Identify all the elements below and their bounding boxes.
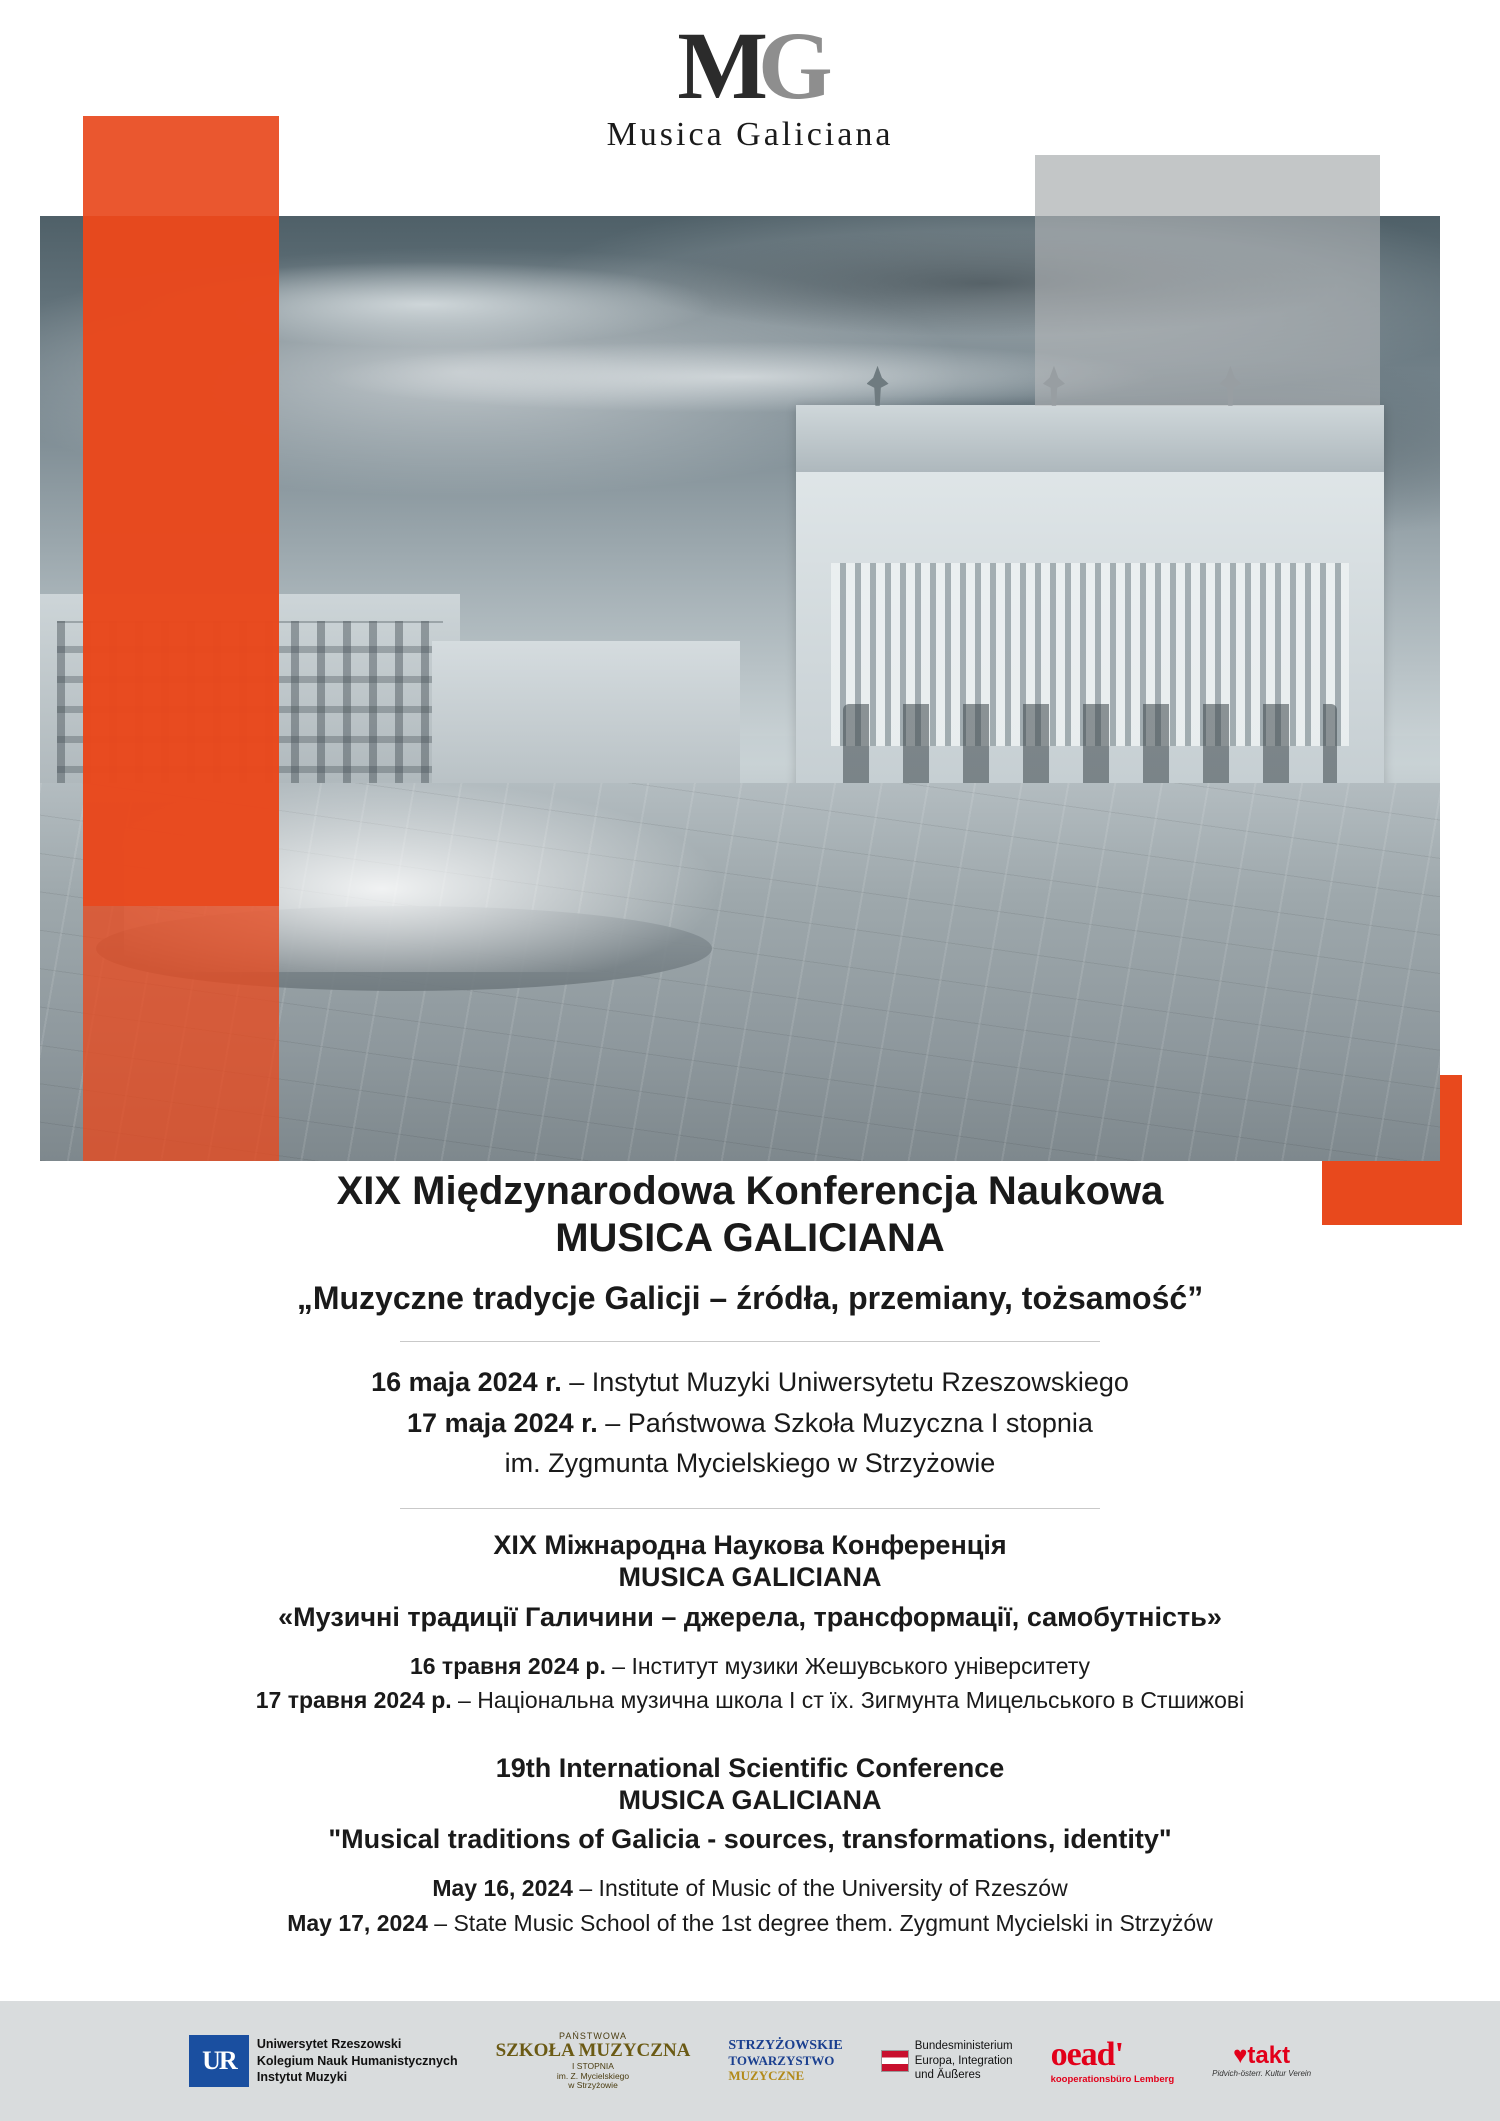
- poster-text-content: [0, 1168, 1500, 1940]
- oead-wordmark: oead: [1050, 2036, 1115, 2074]
- psm-left: I STOPNIA: [572, 2061, 614, 2072]
- psm-right: im. Z. Mycielskiego: [556, 2070, 630, 2081]
- english-date-1-venue: – Institute of Music of the University of Rzeszów: [572, 1875, 1068, 1902]
- logo-takt: [1212, 2043, 1311, 2078]
- logo-monogram-icon: [677, 12, 823, 119]
- sponsor-logo-bar: [0, 2001, 1500, 2121]
- oead-name: [1051, 2036, 1175, 2074]
- stm-line2: TOWARZYSTWO: [728, 2053, 835, 2069]
- ukrainian-date-2-venue: – Національна музична школа I ст їх. Зигмунта Мицельського в Стшижові: [451, 1687, 1245, 1714]
- logo-strzyzowskie-towarzystwo-muzyczne: [728, 2038, 842, 2084]
- logo-wordmark: Musica Galiciana: [606, 116, 894, 153]
- bmeia-line3: und Äußeres: [914, 2069, 981, 2082]
- logo-oead: [1051, 2036, 1175, 2085]
- ukrainian-date-2: [0, 1683, 1500, 1718]
- polish-date-2-venue: – Państwowa Szkoła Muzyczna I stopnia: [597, 1407, 1093, 1438]
- ukrainian-date-1-venue: – Інститут музики Жешувського університету: [605, 1652, 1091, 1679]
- takt-sub: Pidvich-österr. Kultur Verein: [1212, 2068, 1312, 2078]
- english-date-1-label: May 16, 2024: [432, 1875, 573, 1902]
- musica-galiciana-logo: [0, 12, 1500, 154]
- polish-date-2-venue-line2: im. Zygmunta Mycielskiego w Strzyżowie: [504, 1448, 996, 1479]
- ukrainian-title-line2: MUSICA GALICIANA: [618, 1562, 882, 1593]
- logo-mark-left: M: [677, 12, 758, 119]
- takt-name: [1212, 2043, 1311, 2069]
- polish-title: [0, 1168, 1500, 1262]
- english-title-line1: 19th International Scientific Conference: [495, 1752, 1005, 1783]
- ukrainian-title-line1: XIX Міжнародна Наукова Конференція: [493, 1529, 1007, 1560]
- logo-uniwersytet-rzeszowski: [189, 2035, 458, 2087]
- ur-line3: Instytut Muzyki: [256, 2070, 348, 2085]
- psm-top: PAŃSTWOWA: [559, 2030, 627, 2041]
- oead-sub2: Lemberg: [1134, 2074, 1175, 2086]
- english-date-2-label: May 17, 2024: [287, 1909, 428, 1936]
- takt-wordmark: takt: [1247, 2042, 1291, 2070]
- opera-house: [796, 405, 1384, 821]
- polish-date-1-label: 16 maja 2024 r.: [371, 1367, 562, 1398]
- logo-mark-right: G: [757, 12, 823, 119]
- divider: [400, 1508, 1100, 1509]
- gray-photo-overlay: [1035, 216, 1380, 406]
- english-date-1: [0, 1871, 1500, 1906]
- oead-accent: ': [1114, 2036, 1124, 2074]
- ur-logo-text: [257, 2036, 458, 2087]
- logo-bundesministerium: [881, 2039, 1013, 2084]
- psm-bottom: w Strzyżowie: [568, 2080, 618, 2091]
- cloud: [320, 341, 1160, 414]
- english-dates: [0, 1871, 1500, 1940]
- english-title: [0, 1752, 1500, 1817]
- polish-date-1-venue: – Instytut Muzyki Uniwersytetu Rzeszowskiego: [561, 1367, 1129, 1398]
- english-date-2-venue: – State Music School of the 1st degree them. Zygmunt Mycielski in Strzyżów: [427, 1909, 1213, 1936]
- english-title-line2: MUSICA GALICIANA: [618, 1785, 882, 1816]
- polish-title-line2: MUSICA GALICIANA: [555, 1216, 945, 1261]
- ukrainian-date-1-label: 16 травня 2024 р.: [409, 1652, 606, 1679]
- ukrainian-date-1: [0, 1649, 1500, 1684]
- ukrainian-dates: [0, 1649, 1500, 1718]
- ukrainian-date-2-label: 17 травня 2024 р.: [255, 1687, 452, 1714]
- stm-line3: MUZYCZNE: [728, 2068, 805, 2084]
- polish-date-1: [0, 1362, 1500, 1403]
- oead-sub: [1051, 2074, 1175, 2085]
- polish-date-2-label: 17 maja 2024 r.: [407, 1407, 598, 1438]
- divider: [400, 1341, 1100, 1342]
- english-date-2: [0, 1906, 1500, 1941]
- opera-roof: [796, 405, 1384, 472]
- polish-title-line1: XIX Międzynarodowa Konferencja Naukowa: [336, 1169, 1164, 1213]
- oead-sub1: kooperationsbüro: [1050, 2074, 1132, 2086]
- bmeia-line2: Europa, Integration: [914, 2054, 1013, 2067]
- ur-logo-icon: UR: [189, 2035, 249, 2087]
- bmeia-line1: Bundesministerium: [914, 2039, 1013, 2052]
- bmeia-text: [915, 2039, 1013, 2084]
- ur-line2: Kolegium Nauk Humanistycznych: [256, 2053, 458, 2068]
- polish-subtitle: „Muzyczne tradycje Galicji – źródła, przemiany, tożsamość”: [296, 1280, 1204, 1317]
- polish-dates: [0, 1362, 1500, 1484]
- ukrainian-subtitle: «Музичні традиції Галичини – джерела, трансформації, самобутність»: [278, 1601, 1222, 1632]
- austria-flag-icon: [881, 2050, 909, 2072]
- ur-line1: Uniwersytet Rzeszowski: [256, 2036, 402, 2051]
- stm-line1: STRZYŻOWSKIE: [728, 2038, 843, 2054]
- psm-main: SZKOŁA MUZYCZNA: [495, 2040, 691, 2062]
- orange-accent-bar: [83, 116, 279, 906]
- english-subtitle: "Musical traditions of Galicia - sources, transformations, identity": [328, 1824, 1172, 1855]
- ukrainian-title: [0, 1529, 1500, 1594]
- polish-date-2: [0, 1403, 1500, 1444]
- logo-panstwowa-szkola-muzyczna: [496, 2032, 691, 2091]
- takt-heart-icon: ♥: [1233, 2042, 1248, 2070]
